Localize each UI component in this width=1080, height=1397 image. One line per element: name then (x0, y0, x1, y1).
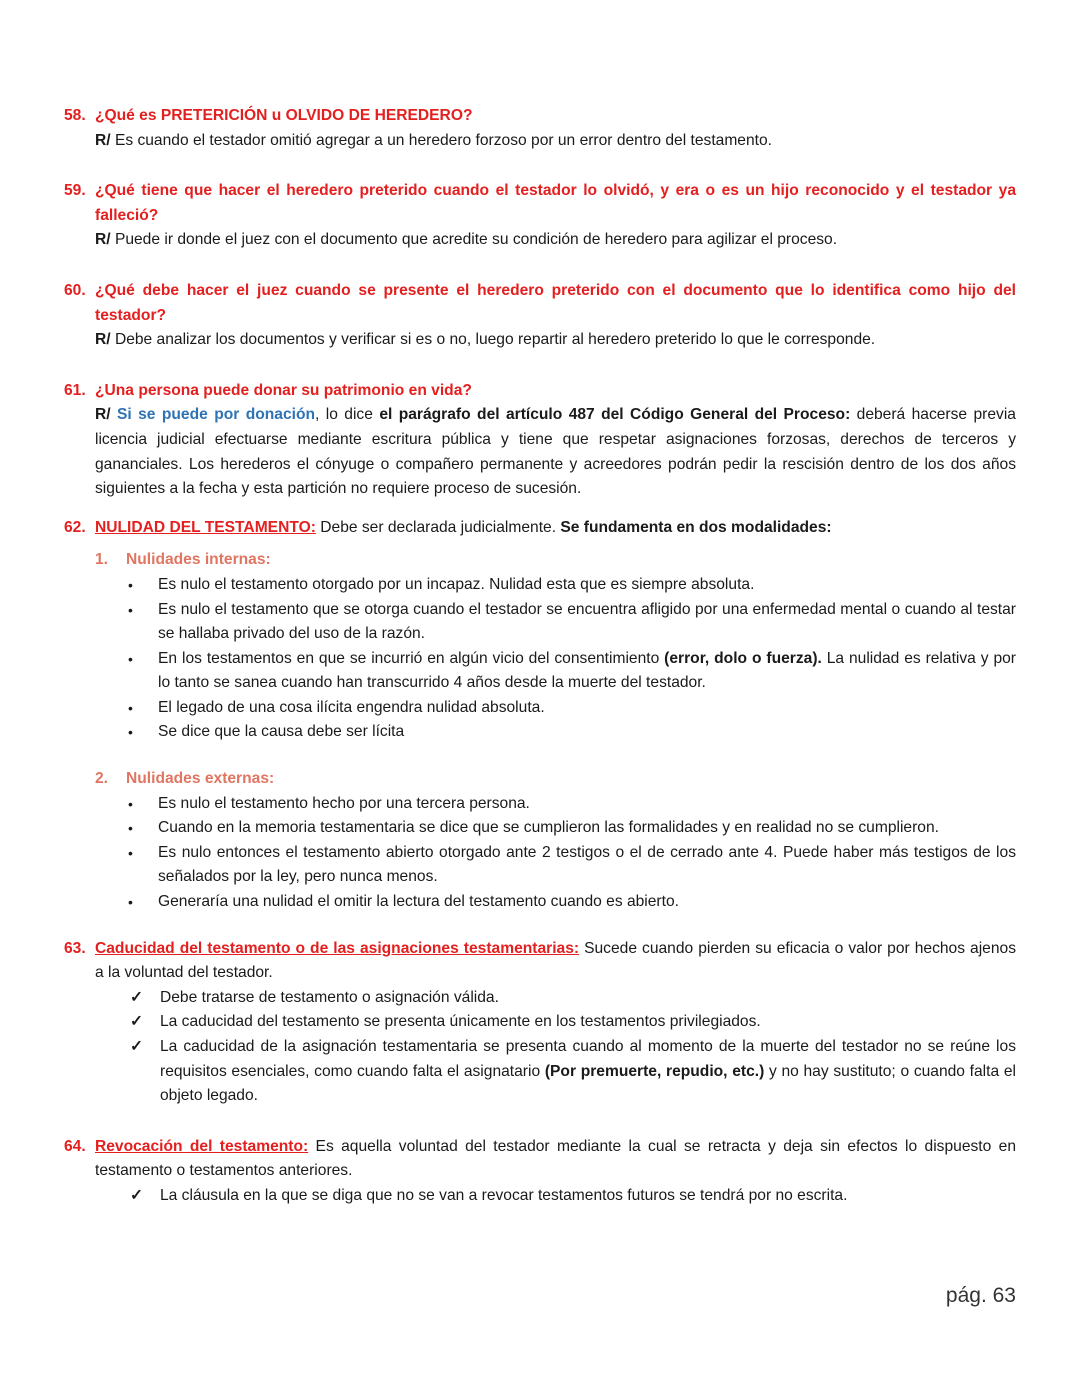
bullet-icon: • (128, 724, 133, 741)
item-number: 61. (64, 381, 86, 399)
bullet-icon: • (128, 795, 133, 812)
bullet-item (126, 792, 1016, 817)
bullet-item (126, 696, 1016, 721)
text-segment: ¿Una persona puede donar su patrimonio en vida? (95, 381, 472, 399)
text-segment: Si se puede por donación (117, 406, 316, 424)
item-number: 63. (64, 939, 86, 957)
question-item (64, 104, 1016, 153)
item-number: 58. (64, 107, 86, 124)
subsection-number: 2. (95, 770, 109, 788)
checkmark-icon: ✓ (130, 988, 144, 1006)
item-heading (95, 516, 1016, 541)
text-segment: R/ (95, 406, 117, 424)
checkmark-icon: ✓ (130, 1186, 144, 1204)
bullet-item (126, 598, 1016, 647)
item-answer (95, 228, 1016, 253)
question-item (64, 279, 1016, 353)
text: La caducidad del testamento se presenta únicamente en los testamentos privilegiados. (160, 1013, 761, 1031)
subsection (95, 548, 1016, 745)
bullet-icon: • (128, 601, 133, 618)
text-segment: Debe ser declarada judicialmente. (315, 518, 561, 536)
item-heading (95, 379, 1016, 404)
text-segment: ¿Qué tiene que hacer el heredero preterido cuando el testador lo olvidó, y era o es un hijo reconocido y el testador ya falleció? (95, 182, 1016, 224)
document-page (64, 104, 1016, 1235)
bullet-icon: • (128, 820, 133, 837)
text-segment: el parágrafo del artículo 487 del Código General del Proceso: (379, 406, 851, 424)
text-segment: Es aquella voluntad del testador mediante la cual se retracta y deja sin efectos lo dispuesto en testamento o testamentos anteriores. (95, 1137, 1017, 1180)
text-segment: (error, dolo o fuerza). (664, 649, 822, 667)
text: Es nulo el testamento otorgado por un incapaz. Nulidad esta que es siempre absoluta. (158, 575, 755, 593)
item-answer (95, 403, 1016, 501)
bullet-icon: • (128, 699, 133, 716)
text-segment: NULIDAD DEL TESTAMENTO: (95, 518, 316, 536)
bullet-item (126, 573, 1016, 598)
question-item (64, 179, 1016, 253)
text-segment: Debe analizar los documentos y verificar si es o no, luego repartir al heredero preterido lo que le corresponde. (114, 331, 876, 349)
text-segment: La caducidad de la asignación testamentaria se presenta cuando al momento de la muerte del testador no se reúne los requisitos esenciales, como cuando falta el asignatario (160, 1038, 1016, 1080)
checkmark-list (97, 986, 1016, 1109)
bullet-item (126, 816, 1016, 841)
text-segment: Puede ir donde el juez con el documento que acredite su condición de heredero para agilizar el proceso. (114, 231, 838, 249)
item-heading (95, 279, 1016, 328)
checkmark-item (128, 1184, 1016, 1209)
item-heading (95, 937, 1016, 986)
text-segment: ¿Qué es PRETERICIÓN u OLVIDO DE HEREDERO? (95, 107, 473, 124)
text: Es nulo el testamento hecho por una tercera persona. (158, 794, 530, 812)
text: Es nulo el testamento que se otorga cuando el testador se encuentra afligido por una enfermedad mental o cuando al testar se hallaba privado del uso de la razón. (158, 600, 1016, 643)
text-segment: R/ (95, 131, 115, 149)
item-number: 60. (64, 281, 86, 299)
text: Se dice que la causa debe ser lícita (158, 723, 405, 741)
item-number: 59. (64, 182, 86, 200)
page-number: pág. 63 (945, 1284, 1016, 1307)
text-segment: Se fundamenta en dos modalidades: (560, 518, 832, 536)
checkmark-icon: ✓ (130, 1038, 144, 1055)
text-segment: , lo dice (315, 406, 380, 424)
text-segment: Caducidad del testamento o de las asignaciones testamentarias: (95, 939, 580, 957)
text-segment: R/ (95, 331, 115, 349)
bullet-item (126, 841, 1016, 890)
item-heading (95, 1135, 1016, 1184)
text-segment: Revocación del testamento: (95, 1137, 309, 1155)
text: Es nulo entonces el testamento abierto otorgado ante 2 testigos o el de cerrado ante 4. Puede haber más testigos de los señalados por la ley, pero nunca menos. (158, 843, 1016, 886)
text-segment: deberá hacerse previa licencia judicial efectuarse mediante escritura pública y tiene que respetar asignaciones forzosas, derechos de terceros y gananciales. Los herederos el cónyuge o compañero permanente y acreedores podrán pedir la rescisión dentro de los dos años siguientes a la fecha y esta partición no requiere proceso de sucesión. (95, 406, 1016, 498)
text-segment: ¿Qué debe hacer el juez cuando se presente el heredero preterido con el documento que lo identifica como hijo del testador? (95, 281, 1016, 324)
item-answer (95, 129, 1016, 154)
item-heading (95, 104, 1016, 129)
checkmark-item (128, 1010, 1016, 1035)
item-heading (95, 179, 1016, 228)
text-segment: (Por premuerte, repudio, etc.) (544, 1062, 765, 1080)
subsection (95, 767, 1016, 915)
bullet-icon: • (128, 844, 133, 861)
item-number: 64. (64, 1137, 86, 1155)
checkmark-list (97, 1184, 1016, 1209)
bullet-item (126, 647, 1016, 696)
text: La cláusula en la que se diga que no se van a revocar testamentos futuros se tendrá por no escrita. (160, 1186, 848, 1204)
bullet-item (126, 720, 1016, 745)
question-item (64, 1135, 1016, 1209)
bullet-icon: • (128, 650, 133, 667)
question-item (64, 937, 1016, 1109)
item-number: 62. (64, 518, 86, 536)
text-segment: Sucede cuando pierden su eficacia o valor por hechos ajenos a la voluntad del testador. (95, 939, 1016, 982)
text-segment: R/ (95, 231, 115, 249)
checkmark-item (128, 1035, 1016, 1109)
text: Generaría una nulidad el omitir la lectura del testamento cuando es abierto. (158, 893, 679, 911)
bullet-icon: • (128, 576, 133, 593)
bullet-icon: • (128, 894, 133, 911)
question-item (64, 379, 1016, 502)
bullet-list (126, 792, 1016, 915)
text-segment: y no hay sustituto; o cuando falta el objeto legado. (160, 1062, 1016, 1105)
bullet-list (126, 573, 1016, 745)
subsection-number: 1. (95, 551, 109, 569)
text-segment: La nulidad es relativa y por lo tanto se sanea cuando han transcurrido 4 años desde la muerte del testador. (158, 649, 1016, 692)
text-segment: En los testamentos en que se incurrió en algún vicio del consentimiento (158, 649, 665, 667)
text: Cuando en la memoria testamentaria se dice que se cumplieron las formalidades y en realidad no se cumplieron. (158, 819, 939, 837)
text: El legado de una cosa ilícita engendra nulidad absoluta. (158, 698, 545, 716)
bullet-item (126, 890, 1016, 915)
checkmark-icon: ✓ (130, 1013, 144, 1031)
subsection-title: Nulidades internas: (126, 551, 271, 569)
checkmark-item (128, 986, 1016, 1011)
subsection-title: Nulidades externas: (126, 770, 275, 788)
text-segment: Es cuando el testador omitió agregar a un heredero forzoso por un error dentro del testamento. (114, 131, 772, 149)
item-answer (95, 328, 1016, 353)
text: Debe tratarse de testamento o asignación válida. (160, 988, 499, 1006)
question-item (64, 516, 1016, 915)
